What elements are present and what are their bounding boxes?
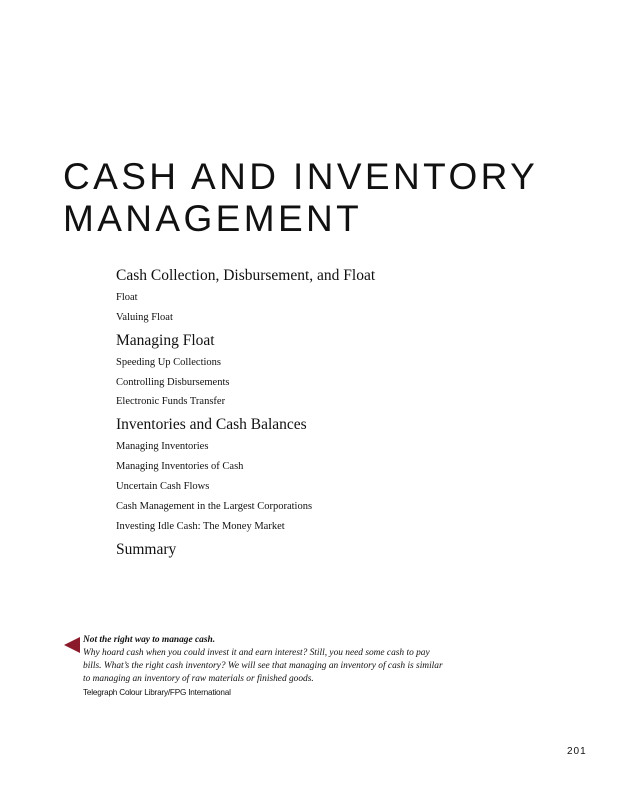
toc-item: Electronic Funds Transfer xyxy=(116,396,226,408)
toc-item: Uncertain Cash Flows xyxy=(116,480,210,492)
toc-section-heading: Managing Float xyxy=(116,331,215,349)
chapter-title xyxy=(63,156,538,240)
caption-pointer-icon xyxy=(64,637,80,653)
toc-item: Cash Management in the Largest Corporations xyxy=(116,500,313,512)
toc-item: Float xyxy=(116,292,138,303)
toc-item: Speeding Up Collections xyxy=(116,356,221,368)
caption-line: bills. What’s the right cash inventory? We will see that managing an inventory of cash is similar xyxy=(83,661,443,671)
chapter-title-line: CASH AND INVENTORY xyxy=(63,156,539,197)
toc-section-heading: Inventories and Cash Balances xyxy=(116,416,307,434)
caption-line: Why hoard cash when you could invest it and earn interest? Still, you need some cash to pay xyxy=(83,648,430,658)
toc-section-heading: Cash Collection, Disbursement, and Float xyxy=(116,267,376,284)
toc-item: Managing Inventories of Cash xyxy=(116,461,244,473)
toc-item: Valuing Float xyxy=(116,311,173,323)
table-of-contents xyxy=(116,266,375,560)
toc-item: Investing Idle Cash: The Money Market xyxy=(116,520,285,532)
toc-item: Managing Inventories xyxy=(116,441,209,453)
photo-credit: Telegraph Colour Library/FPG International xyxy=(83,688,231,697)
photo-caption xyxy=(83,634,483,699)
page-number: 201 xyxy=(567,746,587,757)
caption-lead: Not the right way to manage cash. xyxy=(83,635,216,645)
caption-line: to managing an inventory of raw materials or finished goods. xyxy=(83,674,314,684)
chapter-title-line: MANAGEMENT xyxy=(63,198,363,239)
toc-section-heading: Summary xyxy=(116,540,177,558)
toc-item: Controlling Disbursements xyxy=(116,376,230,388)
